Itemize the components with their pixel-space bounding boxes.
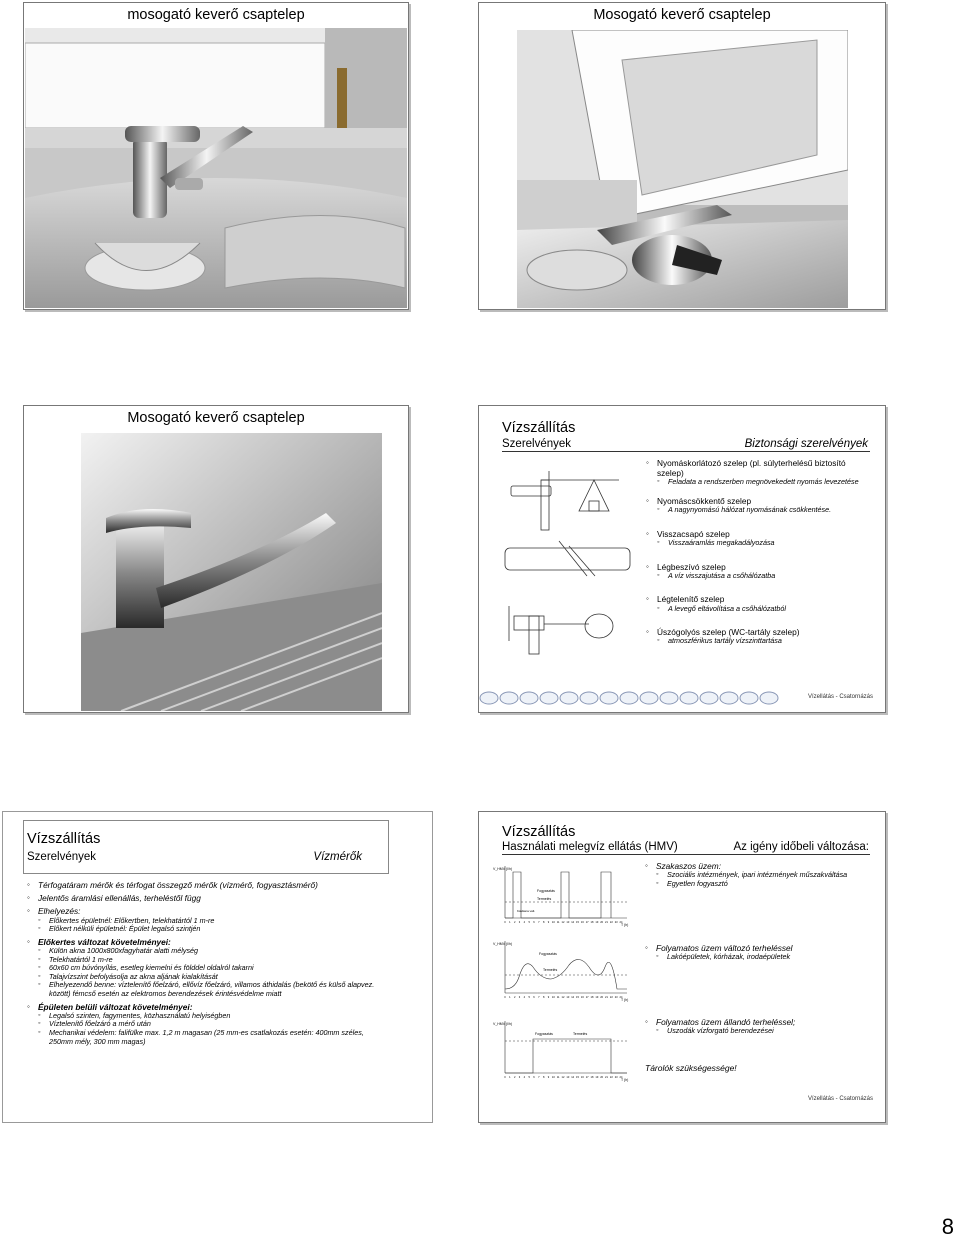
- chart-t-label: T (h): [621, 923, 629, 927]
- chart-t-label: T (h): [621, 1078, 629, 1082]
- subitem-text: Lakóépületek, kórházak, irodaépületek: [667, 952, 791, 962]
- item-text: Jelentős áramlási ellenállás, terheléstől függ: [38, 893, 201, 904]
- chart-avg-label: Termelés: [543, 968, 558, 972]
- list-subitem: [645, 953, 875, 962]
- item-text: Előkertes változat követelményei:: [38, 936, 171, 947]
- demand-chart-batch: [493, 862, 633, 928]
- hour-tick-label: 21: [605, 921, 608, 924]
- slide-4-subtitle: Szerelvények: [502, 438, 572, 450]
- chart-y-label: V_HMV (l/h): [493, 942, 513, 946]
- hour-tick-label: 10: [551, 1076, 555, 1079]
- slide-5: [2, 811, 433, 1123]
- hour-tick-label: 8: [542, 996, 545, 999]
- storage-note: Tárolók szükségessége!: [645, 1063, 737, 1073]
- subitem-text: A nagynyomású hálózat nyomásának csökkentése.: [668, 505, 832, 515]
- chart-peak-label: Fogyasztás: [535, 1032, 553, 1036]
- hour-tick-label: 12: [561, 921, 565, 924]
- hour-tick-label: 14: [571, 996, 575, 999]
- hour-tick-label: 2: [513, 1076, 516, 1079]
- subitem-text: A víz visszajutása a csőhálózatba: [668, 570, 776, 580]
- slide-5-title-box: [23, 820, 389, 874]
- hour-tick-label: 20: [600, 921, 604, 924]
- hour-tick-label: 4: [523, 1076, 526, 1079]
- hour-tick-label: 22: [609, 1076, 613, 1079]
- hour-tick-label: 20: [600, 996, 604, 999]
- hour-tick-label: 12: [561, 1076, 565, 1079]
- list-item: [646, 458, 871, 478]
- slide-5-list: [27, 877, 389, 1046]
- hour-tick-label: 9: [547, 996, 550, 999]
- hour-tick-label: 16: [580, 1076, 584, 1079]
- slide-4-title: Vízszállítás: [502, 420, 576, 436]
- hour-tick-label: 23: [614, 996, 618, 999]
- chart-avg-label: Termelés: [573, 1032, 588, 1036]
- hour-tick-label: 8: [542, 921, 545, 924]
- hour-tick-label: 12: [561, 996, 565, 999]
- faucet-photo-2: [517, 30, 848, 308]
- demand-chart-variable: [493, 937, 633, 1003]
- item-text: Úszógolyós szelep (WC-tartály szelep): [657, 627, 800, 638]
- hour-tick-label: 0: [504, 921, 506, 924]
- hour-tick-label: 10: [551, 921, 555, 924]
- hour-tick-label: 19: [595, 996, 599, 999]
- subitem-text: Talajvízszint befolyásolja az akna aljának kialakítását: [49, 971, 218, 981]
- list-item: [27, 893, 389, 903]
- subitem-text: Elhelyezendő benne: víztelenítő főelzáró, ellővíz főelzáró, villamos áthidalás (bekötő és külső alapvez. között) fémcső esetén az elektromos berendezések érintésvédelme miatt: [49, 980, 375, 998]
- slide-3: [23, 405, 409, 713]
- item-text: Légtelenítő szelep: [657, 594, 725, 605]
- slide-6-right-title: Az igény időbeli változása:: [733, 841, 869, 853]
- chart-avg-label: Termelés: [537, 897, 552, 901]
- chart-peak-label: Fogyasztás: [539, 952, 557, 956]
- hour-tick-label: 3: [518, 1076, 521, 1079]
- list-subitem: [646, 478, 871, 487]
- list-item: [27, 880, 389, 890]
- hour-tick-label: 13: [566, 1076, 570, 1079]
- subitem-text: Külön akna 1000x800xfagyhatár alatti mélység: [49, 946, 199, 955]
- slide-5-subtitle: Szerelvények: [27, 851, 97, 863]
- hour-tick-label: 8: [542, 1076, 545, 1079]
- hour-tick-label: 18: [590, 1076, 594, 1079]
- faucet-photo-3: [81, 433, 382, 711]
- item-text: Nyomáscsökkentő szelep: [657, 496, 752, 506]
- slide-6: [478, 811, 886, 1123]
- hour-tick-label: 18: [590, 996, 594, 999]
- chart-hour-ticks: [504, 995, 623, 999]
- hour-tick-label: 14: [571, 1076, 575, 1079]
- slide-6-group-1: [645, 858, 875, 888]
- list-subitem: [646, 506, 871, 515]
- hour-tick-label: 5: [528, 996, 530, 999]
- hour-tick-label: 10: [551, 996, 555, 999]
- hour-tick-label: 7: [538, 921, 540, 924]
- subitem-text: Telekhatártól 1 m-re: [49, 954, 113, 964]
- hour-tick-label: 13: [566, 921, 570, 924]
- hour-tick-label: 14: [571, 921, 575, 924]
- hour-tick-label: 17: [585, 1076, 589, 1079]
- hour-tick-label: 15: [576, 1076, 579, 1079]
- hour-tick-label: 23: [614, 921, 618, 924]
- hour-tick-label: 16: [580, 996, 584, 999]
- hour-tick-label: 1: [509, 921, 511, 924]
- hour-tick-label: 11: [556, 1076, 560, 1079]
- hour-tick-label: 13: [566, 996, 570, 999]
- hour-tick-label: 22: [609, 921, 613, 924]
- chart-y-label: V_HMV (l/h): [493, 1022, 513, 1026]
- slide-6-footer: Vízellátás - Csatornázás: [807, 1096, 873, 1102]
- hour-tick-label: 19: [595, 1076, 599, 1079]
- hour-tick-label: 18: [590, 921, 594, 924]
- hour-tick-label: 20: [600, 1076, 604, 1079]
- subitem-text: Egyetlen fogyasztó: [667, 878, 728, 888]
- hour-tick-label: 5: [528, 921, 530, 924]
- hour-tick-label: 24: [619, 1076, 623, 1079]
- subitem-text: Uszodák vízforgató berendezései: [667, 1026, 774, 1036]
- valve-diagrams: [499, 466, 644, 671]
- hour-tick-label: 15: [576, 996, 579, 999]
- subitem-text: Víztelenítő főelzáró a mérő után: [49, 1019, 151, 1029]
- page-number: 8: [941, 1214, 954, 1239]
- hour-tick-label: 24: [619, 996, 623, 999]
- slide-2-title: Mosogató keverő csaptelep: [593, 7, 771, 23]
- slide-4: [478, 405, 886, 713]
- slide-1: [23, 2, 409, 310]
- chart-hour-ticks: [504, 920, 623, 924]
- hour-tick-label: 1: [509, 1076, 511, 1079]
- hour-tick-label: 9: [547, 1076, 550, 1079]
- item-text: Légbeszívó szelep: [657, 561, 726, 572]
- item-text: Visszacsapó szelep: [657, 528, 730, 539]
- hour-tick-label: 11: [556, 921, 560, 924]
- hour-tick-label: 15: [576, 921, 579, 924]
- item-text: Nyomáskorlátozó szelep (pl. súlyterhelésű biztosító szelep): [657, 458, 846, 479]
- slide-5-right-title: Vízmérők: [313, 851, 362, 863]
- slide-4-title-rule: [502, 451, 870, 452]
- slide-1-title: mosogató keverő csaptelep: [127, 7, 305, 23]
- subitem-text: Legalsó szinten, fagymentes, közhasználatú helyiségben: [49, 1010, 231, 1020]
- hour-tick-label: 3: [518, 996, 521, 999]
- item-text: Térfogatáram mérők és térfogat összegző mérők (vízmérő, fogyasztásmérő): [38, 880, 318, 890]
- chart-deficit-label: Kiadásra vált.: [517, 909, 536, 913]
- subitem-text: Előkert nélküli épületnél: Épület legalsó szintjén: [49, 924, 201, 934]
- slide-6-group-3: [645, 1014, 875, 1036]
- slide-5-title: Vízszállítás: [27, 831, 101, 847]
- chart-peak-label: Fogyasztás: [537, 889, 555, 893]
- item-text: Szakaszos üzem:: [656, 861, 722, 871]
- list-subitem: [27, 981, 389, 998]
- list-subitem: [27, 925, 389, 934]
- slide-4-footer: Vízellátás - Csatornázás: [807, 694, 873, 700]
- item-text: Épületen belüli változat követelményei:: [38, 1001, 193, 1012]
- slide-2: [478, 2, 886, 310]
- hour-tick-label: 5: [528, 1076, 530, 1079]
- hour-tick-label: 16: [580, 921, 584, 924]
- subitem-text: Előkertes épületnél: Előkertben, telekhatártól 1 m-re: [49, 915, 215, 925]
- subitem-text: Szociális intézmények, ipari intézmények műszakváltása: [667, 870, 848, 880]
- hour-tick-label: 0: [504, 1076, 506, 1079]
- subitem-text: 60x60 cm búvónyílás, esetleg kiemelni és földdel oldalról takarni: [49, 963, 254, 973]
- hour-tick-label: 21: [605, 996, 608, 999]
- nav-chain: [479, 690, 779, 706]
- hour-tick-label: 6: [533, 1076, 535, 1079]
- slide-4-list: [646, 455, 871, 646]
- item-text: Elhelyezés:: [38, 906, 81, 917]
- slide-6-title: Vízszállítás: [502, 824, 576, 840]
- hour-tick-label: 17: [585, 996, 589, 999]
- subitem-text: Feladata a rendszerben megnövekedett nyomás levezetése: [668, 477, 859, 487]
- list-subitem: [646, 572, 871, 581]
- hour-tick-label: 9: [547, 921, 550, 924]
- hour-tick-label: 11: [556, 996, 560, 999]
- hour-tick-label: 7: [538, 1076, 540, 1079]
- hour-tick-label: 21: [605, 1076, 608, 1079]
- chart-y-label: V_HMV (l/h): [493, 867, 513, 871]
- hour-tick-label: 22: [609, 996, 613, 999]
- hour-tick-label: 4: [523, 921, 526, 924]
- hour-tick-label: 6: [533, 996, 535, 999]
- hour-tick-label: 2: [513, 996, 516, 999]
- subitem-text: Mechanikai védelem: falifülke max. 1,2 m magasan (25 mm-es csatlakozás esetén: 400mm széles, 250mm mély, 300 mm magas): [49, 1027, 364, 1046]
- hour-tick-label: 3: [518, 921, 521, 924]
- hour-tick-label: 4: [523, 996, 526, 999]
- subitem-text: A levegő eltávolítása a csőhálózatból: [668, 603, 787, 613]
- item-text: Folyamatos üzem állandó terheléssel;: [656, 1017, 796, 1027]
- slide-3-title: Mosogató keverő csaptelep: [127, 410, 305, 426]
- list-subitem: [27, 1029, 389, 1046]
- hour-tick-label: 23: [614, 1076, 618, 1079]
- subitem-text: Visszaáramlás megakadályozása: [668, 538, 775, 547]
- hour-tick-label: 2: [513, 921, 516, 924]
- hour-tick-label: 6: [533, 921, 535, 924]
- slide-6-title-rule: [502, 854, 870, 855]
- chart-t-label: T (h): [621, 998, 629, 1002]
- item-text: Folyamatos üzem változó terheléssel: [656, 943, 793, 953]
- hour-tick-label: 0: [504, 996, 506, 999]
- hour-tick-label: 24: [619, 921, 623, 924]
- hour-tick-label: 1: [509, 996, 511, 999]
- list-subitem: [645, 1027, 875, 1036]
- slide-6-group-2: [645, 940, 875, 962]
- slide-4-right-title: Biztonsági szerelvények: [744, 438, 868, 450]
- slide-6-subtitle: Használati melegvíz ellátás (HMV): [502, 841, 678, 853]
- list-subitem: [646, 637, 871, 646]
- chart-hour-ticks: [504, 1075, 623, 1079]
- subitem-text: atmoszférikus tartály vízszinttartása: [668, 636, 782, 646]
- list-subitem: [645, 880, 875, 889]
- hour-tick-label: 17: [585, 921, 589, 924]
- faucet-photo-1: [25, 28, 407, 308]
- demand-chart-constant: [493, 1017, 633, 1083]
- list-subitem: [646, 605, 871, 614]
- list-subitem: [646, 539, 871, 548]
- hour-tick-label: 7: [538, 996, 540, 999]
- hour-tick-label: 19: [595, 921, 599, 924]
